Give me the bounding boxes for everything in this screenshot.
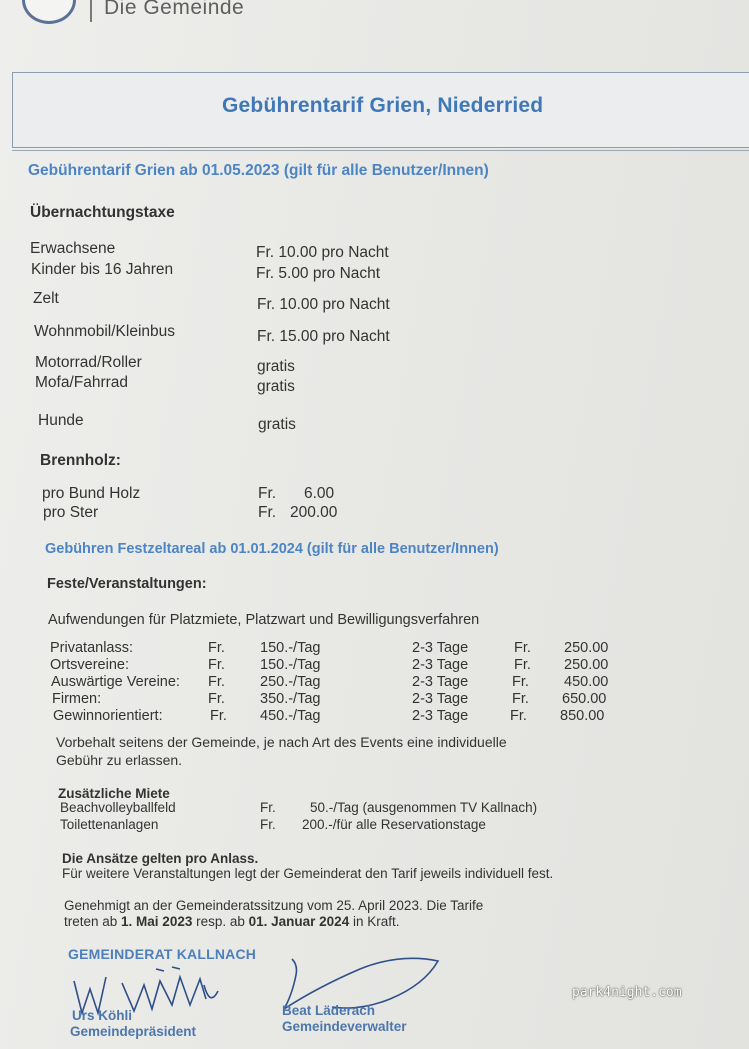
- tariff-value: gratis: [257, 358, 295, 375]
- event-total: 650.00: [562, 691, 607, 707]
- tariff-label: Hunde: [38, 412, 84, 429]
- event-currency: Fr.: [208, 657, 225, 673]
- tariff-value: Fr. 5.00 pro Nacht: [256, 265, 381, 282]
- firewood-label: pro Ster: [43, 504, 99, 521]
- event-currency: Fr.: [208, 674, 225, 690]
- extra-label: Beachvolleyballfeld: [60, 800, 176, 815]
- tariff-value: Fr. 10.00 pro Nacht: [257, 296, 390, 313]
- event-day-rate: 450.-/Tag: [260, 708, 321, 724]
- event-currency: Fr.: [512, 674, 529, 690]
- approval-line-2: [64, 914, 399, 929]
- firewood-currency: Fr.: [258, 485, 277, 502]
- event-days: 2-3 Tage: [412, 691, 469, 707]
- tariff-label: Motorrad/Roller: [35, 354, 142, 371]
- event-currency: Fr.: [514, 657, 531, 673]
- event-currency: Fr.: [510, 708, 527, 724]
- signatory-left-name: Urs Köhli: [72, 1008, 133, 1023]
- event-days: 2-3 Tage: [412, 708, 469, 724]
- event-total: 850.00: [560, 708, 605, 724]
- event-label: Gewinnorientiert:: [53, 708, 163, 724]
- note-text: Für weitere Veranstaltungen legt der Gemeinderat den Tarif jeweils individuell fest.: [62, 866, 554, 881]
- page-title: Gebührentarif Grien, Niederried: [222, 94, 544, 117]
- event-total: 250.00: [564, 640, 609, 656]
- tariff-value: gratis: [257, 378, 295, 395]
- org-name: Die Gemeinde: [104, 0, 245, 19]
- extra-currency: Fr.: [260, 817, 276, 832]
- event-day-rate: 150.-/Tag: [260, 657, 321, 673]
- municipality-logo-icon: [22, 0, 76, 24]
- extra-currency: Fr.: [260, 800, 276, 815]
- signatory-right-role: Gemeindeverwalter: [282, 1019, 407, 1034]
- firewood-amount: 6.00: [304, 485, 335, 502]
- event-currency: Fr.: [208, 640, 225, 656]
- extra-label: Toilettenanlagen: [60, 817, 159, 832]
- extra-rent-heading: Zusätzliche Miete: [58, 786, 170, 801]
- events-heading: Feste/Veranstaltungen:: [47, 576, 207, 592]
- event-label: Firmen:: [52, 691, 102, 707]
- event-day-rate: 350.-/Tag: [260, 691, 321, 707]
- firewood-heading: Brennholz:: [40, 452, 121, 469]
- tariff-label: Mofa/Fahrrad: [35, 374, 129, 391]
- approval-line-1: Genehmigt an der Gemeinderatssitzung vom 25. April 2023. Die Tarife: [64, 898, 484, 913]
- overnight-heading: Übernachtungstaxe: [30, 204, 175, 221]
- tariff-value: Fr. 10.00 pro Nacht: [256, 244, 389, 261]
- extra-value: 200.-/für alle Reservationstage: [302, 817, 486, 832]
- approval-date-2: 01. Januar 2024: [248, 914, 350, 929]
- extra-value: 50.-/Tag (ausgenommen TV Kallnach): [310, 800, 538, 815]
- event-label: Privatanlass:: [50, 640, 134, 656]
- tariff-label: Kinder bis 16 Jahren: [31, 261, 174, 278]
- tariff-value: gratis: [258, 416, 296, 433]
- note-bold: Die Ansätze gelten pro Anlass.: [62, 851, 259, 866]
- event-currency: Fr.: [208, 691, 225, 707]
- firewood-currency: Fr.: [258, 504, 277, 521]
- approval-text: resp. ab: [192, 914, 249, 929]
- signatory-right-name: Beat Läderach: [282, 1003, 376, 1018]
- event-total: 450.00: [564, 674, 609, 690]
- firewood-label: pro Bund Holz: [42, 485, 141, 502]
- approval-text: treten ab: [64, 914, 122, 929]
- tariff-label: Erwachsene: [30, 240, 116, 257]
- firewood-amount: 200.00: [290, 504, 338, 521]
- approval-text: in Kraft.: [349, 914, 400, 929]
- event-currency: Fr.: [512, 691, 529, 707]
- event-days: 2-3 Tage: [412, 674, 469, 690]
- event-label: Auswärtige Vereine:: [51, 674, 180, 690]
- event-day-rate: 250.-/Tag: [260, 674, 321, 690]
- tariff-value: Fr. 15.00 pro Nacht: [257, 328, 390, 345]
- events-intro: Aufwendungen für Platzmiete, Platzwart und Bewilligungsverfahren: [48, 612, 480, 628]
- council-name: GEMEINDERAT KALLNACH: [68, 946, 257, 962]
- event-label: Ortsvereine:: [50, 657, 129, 673]
- title-box-underline: [12, 150, 749, 151]
- section1-heading: Gebührentarif Grien ab 01.05.2023 (gilt für alle Benutzer/Innen): [28, 162, 489, 179]
- event-currency: Fr.: [210, 708, 227, 724]
- tariff-label: Zelt: [33, 290, 59, 307]
- event-days: 2-3 Tage: [412, 657, 469, 673]
- approval-date-1: 1. Mai 2023: [121, 914, 193, 929]
- signatory-left-role: Gemeindepräsident: [70, 1024, 197, 1039]
- tariff-label: Wohnmobil/Kleinbus: [34, 323, 176, 340]
- event-day-rate: 150.-/Tag: [260, 640, 321, 656]
- watermark: park4night.com: [572, 985, 682, 1000]
- section2-heading: Gebühren Festzeltareal ab 01.01.2024 (gilt für alle Benutzer/Innen): [45, 541, 499, 557]
- reservation-line-2: Gebühr zu erlassen.: [56, 752, 183, 768]
- reservation-line-1: Vorbehalt seitens der Gemeinde, je nach Art des Events eine individuelle: [56, 734, 507, 750]
- event-currency: Fr.: [514, 640, 531, 656]
- event-days: 2-3 Tage: [412, 640, 469, 656]
- header-divider: [90, 0, 92, 22]
- event-total: 250.00: [564, 657, 609, 673]
